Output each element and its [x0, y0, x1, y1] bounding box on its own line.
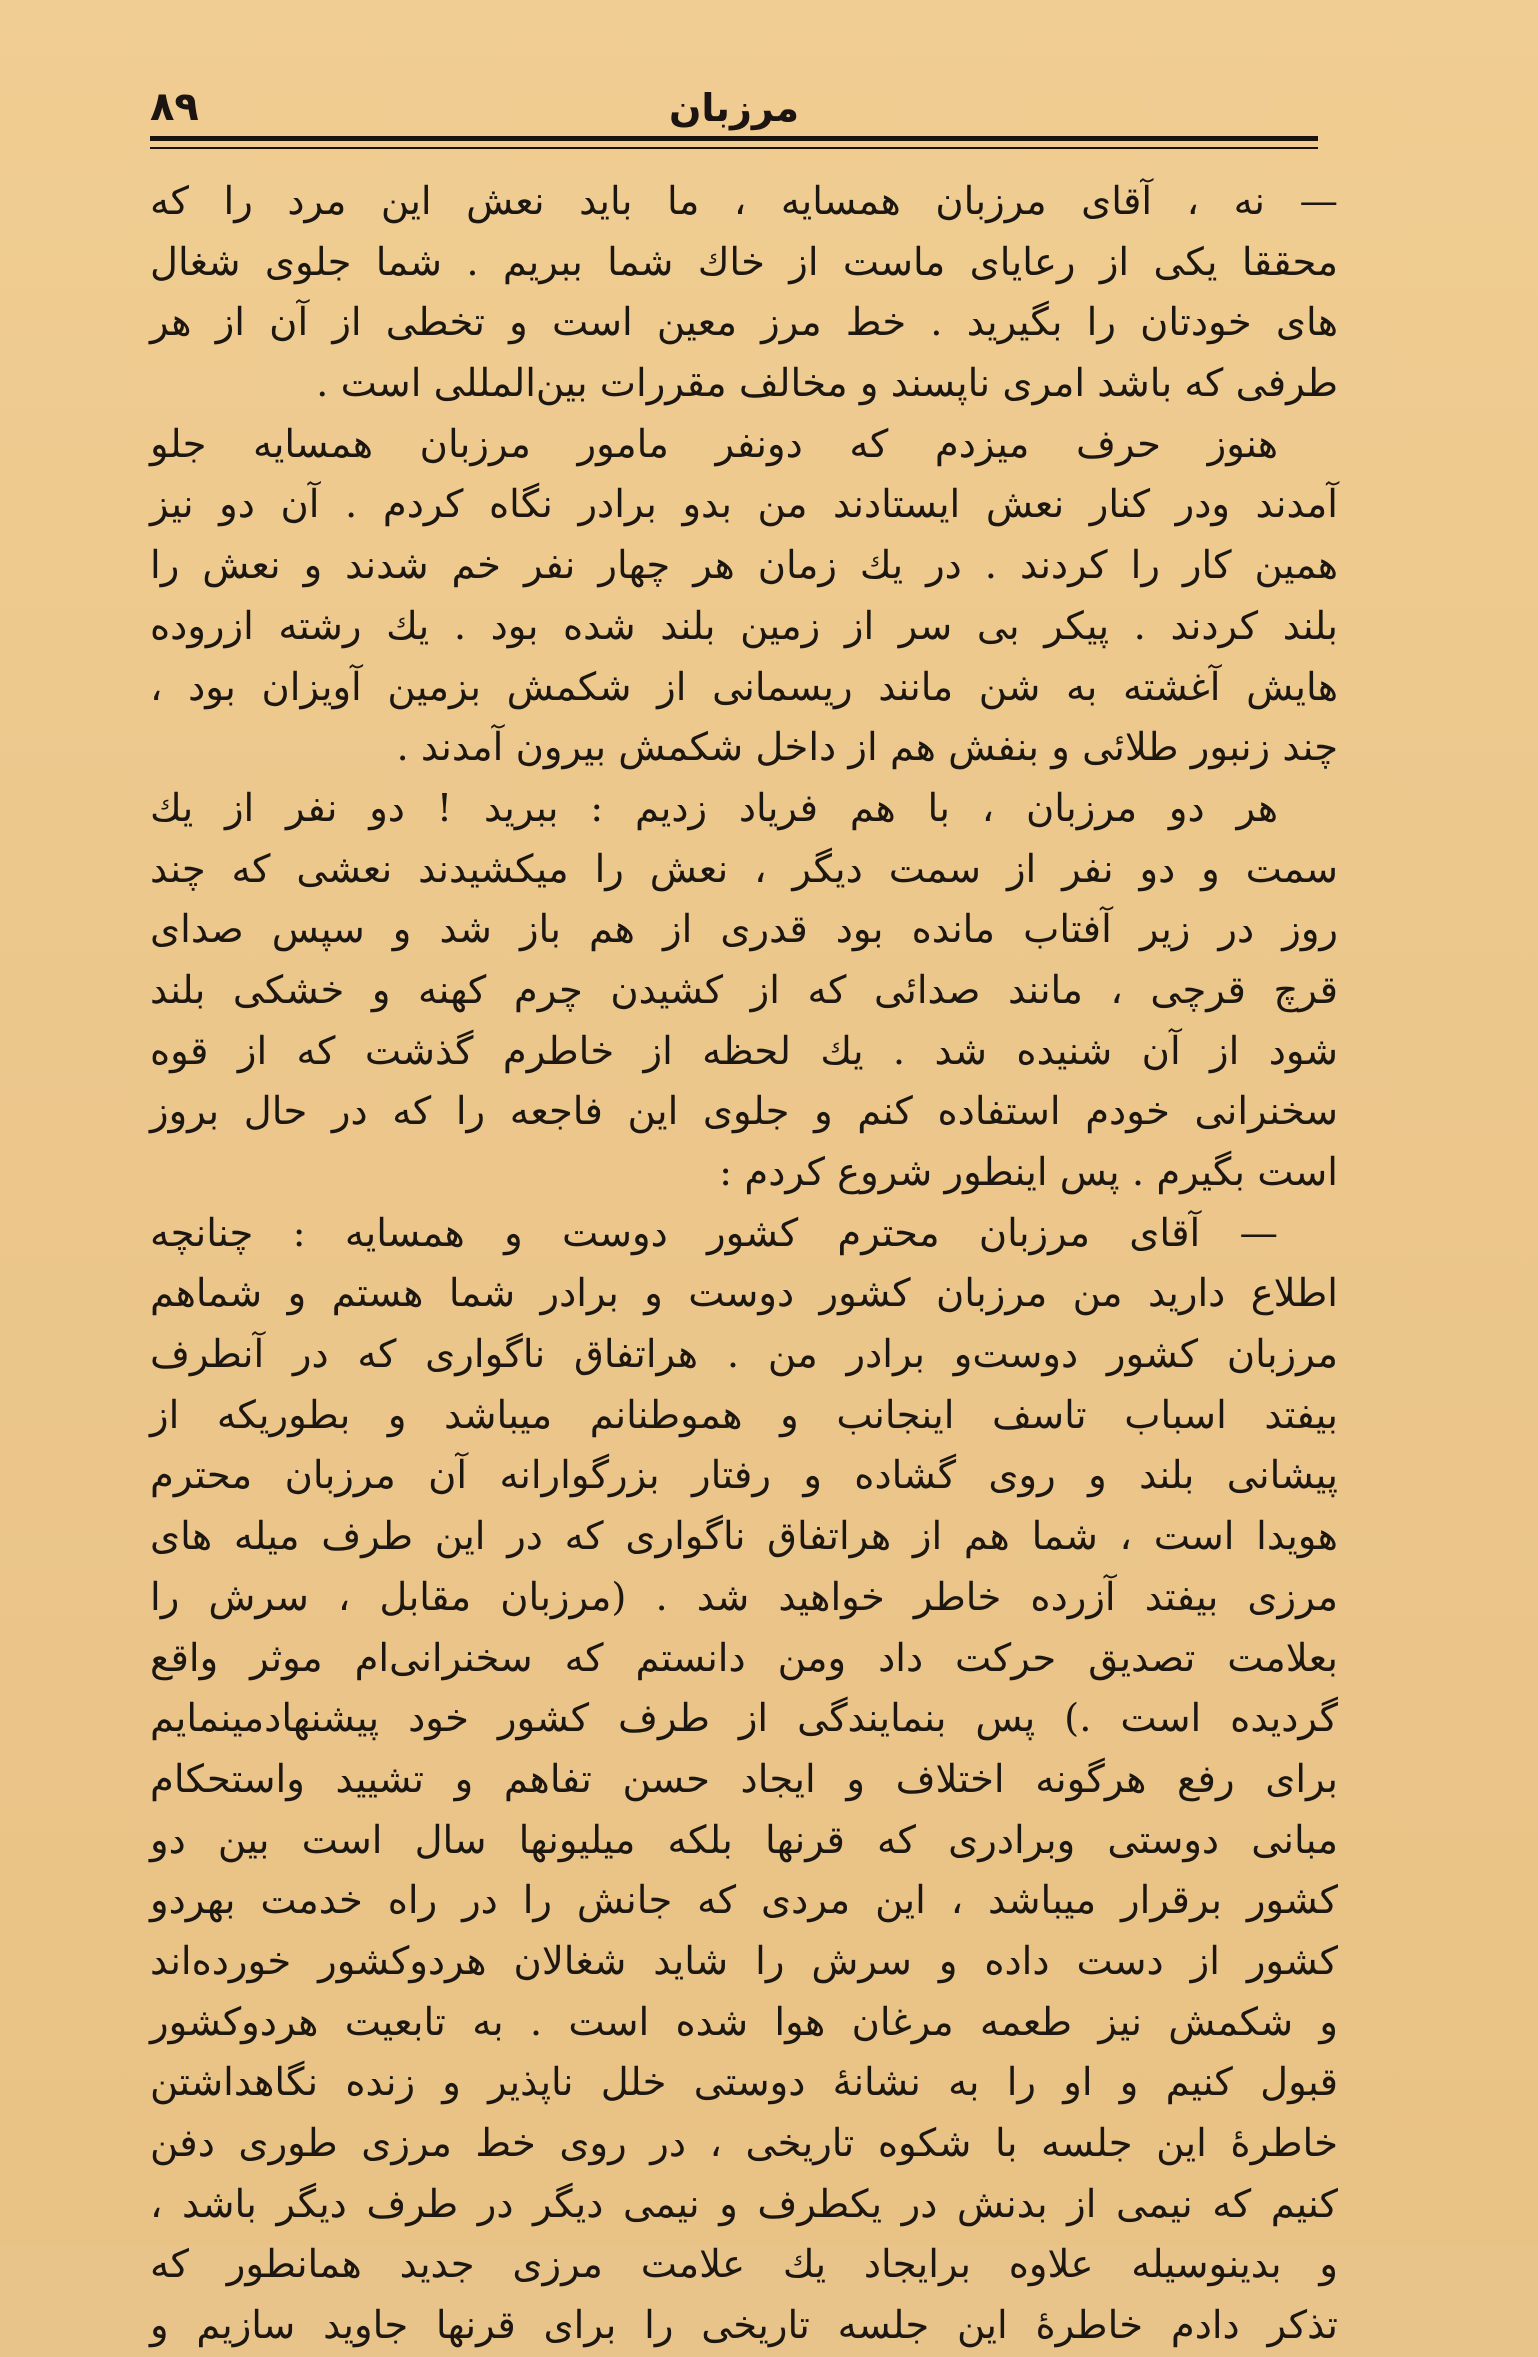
text-line: مبانی دوستی وبرادری که قرنها بلکه میلیونها سال است بین دو [150, 1817, 1338, 1863]
text-line: برای رفع هرگونه اختلاف و ایجاد حسن تفاهم و تشیید واستحکام [150, 1756, 1338, 1802]
page-number: ۸۹ [150, 84, 199, 130]
header-rule-thick [150, 136, 1318, 141]
text-line: هایش آغشته به شن مانند ریسمانی از شکمش بزمین آویزان بود ، [150, 664, 1338, 710]
text-line: بعلامت تصدیق حرکت داد ومن دانستم که سخنرانی‌ام موثر واقع [150, 1635, 1338, 1681]
text-line: قبول کنیم و او را به نشانهٔ دوستی خلل ناپذیر و زنده نگاهداشتن [150, 2060, 1338, 2106]
text-line: — آقای مرزبان محترم کشور دوست و همسایه : چنانچه [150, 1210, 1278, 1256]
page-title: مرزبان [668, 86, 799, 130]
text-line: خاطرهٔ این جلسه با شکوه تاریخی ، در روی خط مرزی طوری دفن [150, 2121, 1338, 2166]
text-line: قرچ قرچی ، مانند صدائی که از کشیدن چرم کهنه و خشکی بلند [150, 967, 1338, 1013]
text-line: پیشانی بلند و روی گشاده و رفتار بزرگوارانه آن مرزبان محترم [150, 1453, 1338, 1499]
text-line: — نه ، آقای مرزبان همسایه ، ما باید نعش این مرد را که [150, 179, 1338, 224]
text-line: چند زنبور طلائی و بنفش هم از داخل شکمش بیرون آمدند . [396, 725, 1338, 771]
text-line: تذکر دادم خاطرهٔ این جلسه تاریخی را برای قرنها جاوید سازیم و [150, 2303, 1338, 2349]
text-line: بیفتد اسباب تاسف اینجانب و هموطنانم میباشد و بطوریکه از [150, 1392, 1338, 1438]
text-line: و بدینوسیله علاوه برایجاد یك علامت مرزی جدید همانطور که [150, 2242, 1338, 2288]
body-text [150, 172, 1338, 2357]
text-line: مرزی بیفتد آزرده خاطر خواهید شد . (مرزبان مقابل ، سرش را [150, 1574, 1338, 1620]
text-line: محققا یکی از رعایای ماست از خاك شما ببریم . شما جلوی شغال [150, 239, 1338, 285]
text-line: هر دو مرزبان ، با هم فریاد زدیم : ببرید ! دو نفر از یك [150, 785, 1278, 831]
text-line: شود از آن شنیده شد . یك لحظه از خاطرم گذشت که از قوه [150, 1028, 1338, 1074]
text-line: اطلاع دارید من مرزبان کشور دوست و برادر شما هستم و شماهم [150, 1271, 1338, 1317]
text-line: بلند کردند . پیکر بی سر از زمین بلند شده بود . یك رشته ازروده [150, 603, 1338, 649]
text-line: هویدا است ، شما هم از هراتفاق ناگواری که در این طرف میله های [150, 1514, 1338, 1560]
text-line: طرفی که باشد امری ناپسند و مخالف مقررات بین‌المللی است . [316, 361, 1338, 407]
text-line: مرزبان کشور دوست‌و برادر من . هراتفاق ناگواری که در آنطرف [150, 1332, 1338, 1378]
text-line: است بگیرم . پس اینطور شروع کردم : [719, 1150, 1338, 1195]
text-line: سخنرانی خودم استفاده کنم و جلوی این فاجعه را که در حال بروز [150, 1089, 1338, 1135]
text-line: کنیم که نیمی از بدنش در یکطرف و نیمی دیگر در طرف دیگر باشد ، [150, 2181, 1338, 2227]
text-line: گردیده است .) پس بنمایندگی از طرف کشور خود پیشنهادمینمایم [150, 1696, 1338, 1742]
text-line: آمدند ودر کنار نعش ایستادند من بدو برادر نگاه کردم . آن دو نیز [150, 482, 1338, 528]
text-line: کشور برقرار میباشد ، این مردی که جانش را در راه خدمت بهردو [150, 1878, 1338, 1924]
text-line: سمت و دو نفر از سمت دیگر ، نعش را میکشیدند نعشی که چند [150, 846, 1338, 892]
text-line: هنوز حرف میزدم که دونفر مامور مرزبان همسایه جلو [150, 421, 1278, 467]
text-line: های خودتان را بگیرید . خط مرز معین است و تخطی از آن از هر [150, 300, 1338, 346]
running-header [150, 80, 1318, 132]
text-line: و شکمش نیز طعمه مرغان هوا شده است . به تابعیت هردوکشور [150, 1999, 1338, 2045]
header-rule-thin [150, 147, 1318, 149]
text-line: روز در زیر آفتاب مانده بود قدری از هم باز شد و سپس صدای [150, 907, 1338, 953]
text-line: همین کار را کردند . در یك زمان هر چهار نفر خم شدند و نعش را [150, 543, 1338, 589]
text-line: کشور از دست داده و سرش را شاید شغالان هردوکشور خورده‌اند [150, 1938, 1338, 1984]
